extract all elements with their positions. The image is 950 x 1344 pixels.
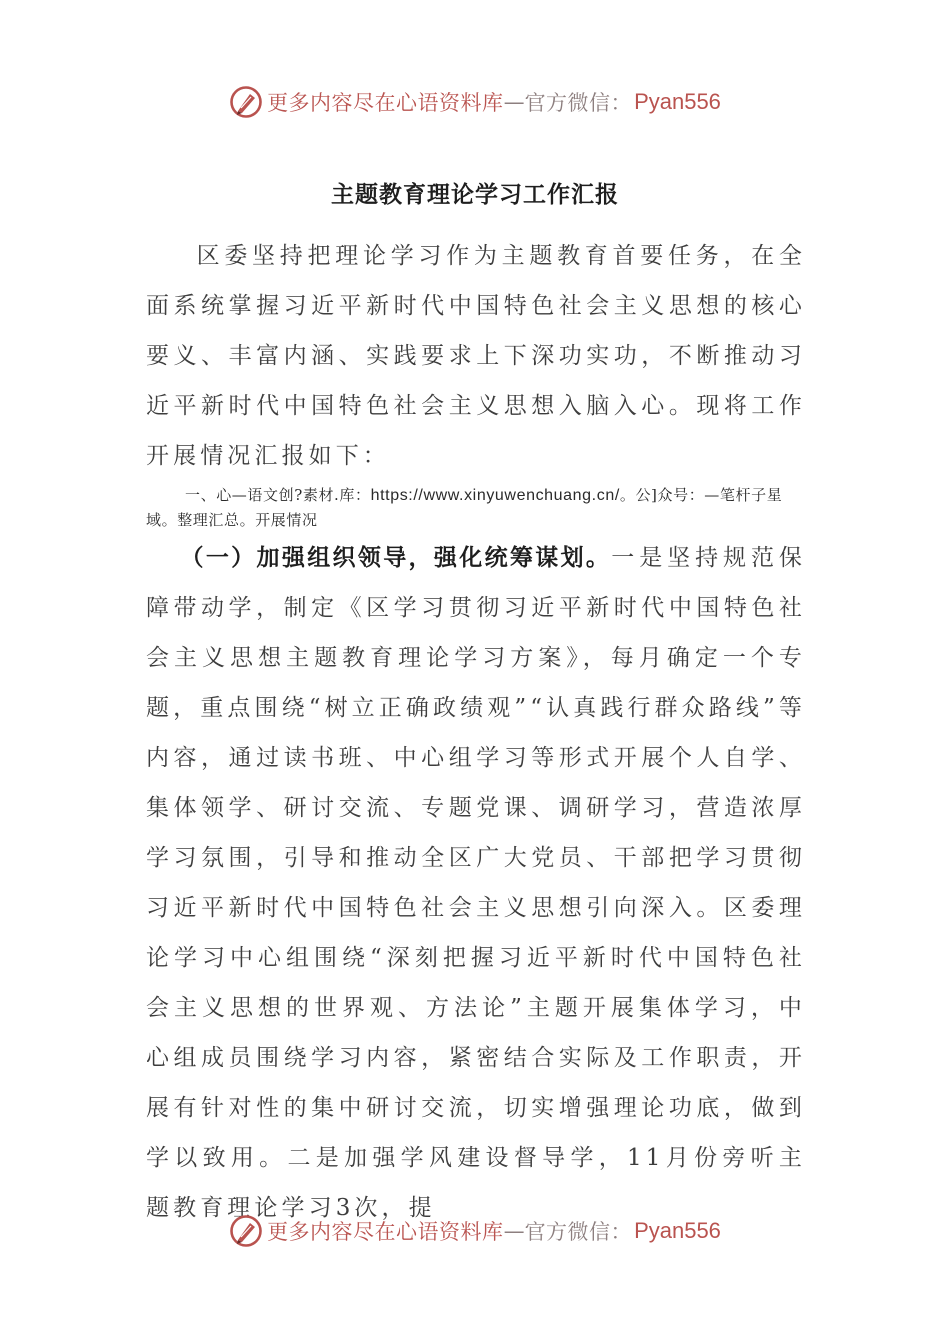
section-1-body: 一是坚持规范保障带动学，制定《区学习贯彻习近平新时代中国特色社会主义思想主题教育理论学习方案》，每月确定一个专题，重点围绕“树立正确政绩观”“认真践行群众路线”等内容，通过读书班、中心组学习等形式开展个人自学、集体领学、研讨交流、专题党课、调研学习，营造浓厚学习氛围，引导和推动全区广大党员、干部把学习贯彻习近平新时代中国特色社会主义思想引向深入。区委理论学习中心组围绕“深刻把握习近平新时代中国特色社会主义思想的世界观、方法论”主题开展集体学习，中心组成员围绕学习内容，紧密结合实际及工作职责，开展有针对性的集中研讨交流，切实增强理论功底，做到学以致用。二是加强学风建设督导学，11月份旁听主题教育理论学习3次，提 bbox=[146, 545, 806, 1221]
pen-nib-logo-icon bbox=[229, 1214, 263, 1248]
banner-text: 更多内容尽在心语资料库 bbox=[267, 1220, 504, 1244]
pen-nib-logo-icon bbox=[229, 85, 263, 119]
note-suffix: 。公]众号：—笔杆子星域。整理汇总。开展情况 bbox=[146, 486, 783, 529]
banner-text: 更多内容尽在心语资料库 bbox=[267, 91, 504, 115]
source-note bbox=[146, 483, 806, 533]
document-title: 主题教育理论学习工作汇报 bbox=[331, 181, 619, 208]
section-1-heading: （一）加强组织领导，强化统筹谋划。 bbox=[180, 544, 612, 571]
section-1-paragraph bbox=[146, 533, 806, 1233]
banner-official-label: 官方微信： bbox=[524, 91, 633, 115]
banner-separator: — bbox=[503, 1219, 525, 1243]
banner-wechat-id: Pyan556 bbox=[634, 1218, 721, 1243]
header-watermark-banner bbox=[0, 82, 950, 122]
banner-separator: — bbox=[503, 90, 525, 114]
intro-paragraph: 区委坚持把理论学习作为主题教育首要任务，在全面系统掌握习近平新时代中国特色社会主义思想的核心要义、丰富内涵、实践要求上下深功实功，不断推动习近平新时代中国特色社会主义思想入脑入心。现将工作开展情况汇报如下： bbox=[146, 243, 806, 469]
banner-official-label: 官方微信： bbox=[524, 1220, 633, 1244]
note-prefix: 一、心—语文创?素材.库： bbox=[185, 486, 371, 504]
banner-wechat-id: Pyan556 bbox=[634, 89, 721, 114]
note-url-link[interactable]: https://www.xinyuwenchuang.cn/ bbox=[370, 487, 620, 504]
footer-watermark-banner bbox=[0, 1211, 950, 1251]
